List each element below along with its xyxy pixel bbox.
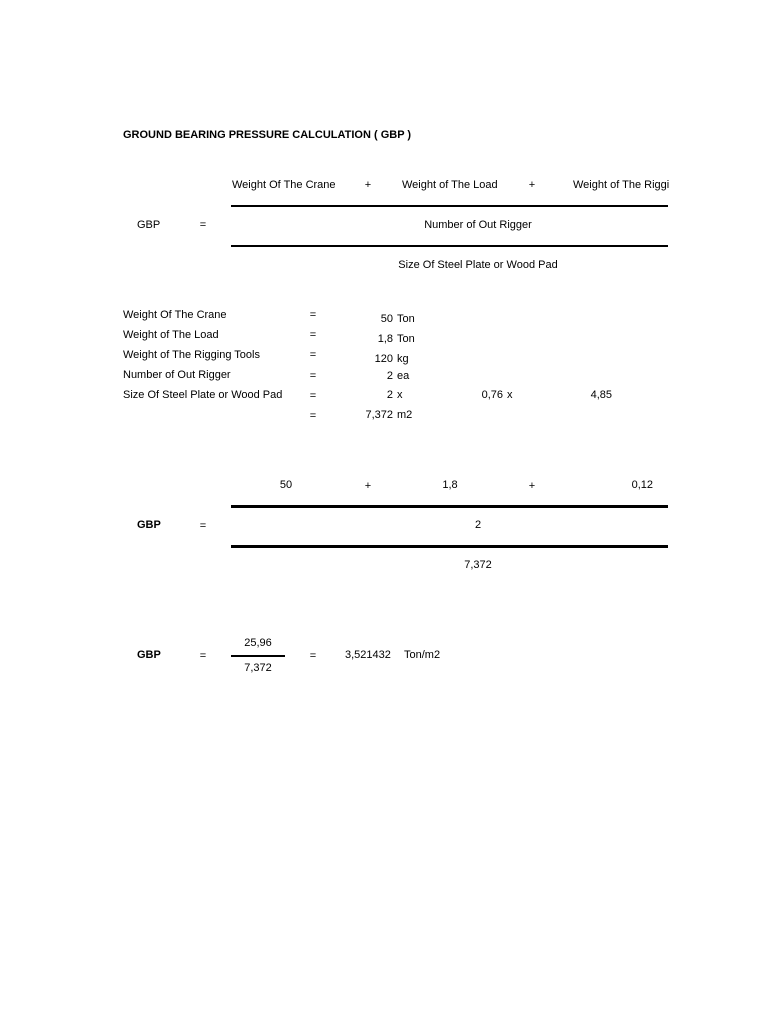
- input-label-crane: Weight Of The Crane: [123, 309, 227, 321]
- result-lhs-gbp: GBP: [137, 649, 161, 661]
- substituted-rigging-weight: 0,12: [631, 479, 653, 491]
- result-value: 3,521432: [345, 649, 391, 661]
- input-value-area: 7,372: [365, 409, 393, 421]
- input-unit-crane: Ton: [397, 313, 415, 325]
- input-value-rigging: 120: [374, 353, 393, 365]
- input-unit-load: Ton: [397, 333, 415, 345]
- formula-term-crane: Weight Of The Crane: [232, 179, 336, 191]
- result-unit: Ton/m2: [404, 649, 441, 661]
- formula-lhs-gbp: GBP: [137, 219, 161, 231]
- input-unit-rigging: kg: [397, 353, 409, 365]
- formula-term-pad-size: Size Of Steel Plate or Wood Pad: [398, 259, 558, 271]
- input-value-load: 1,8: [377, 333, 393, 345]
- plus-sign: +: [528, 480, 536, 492]
- equals-sign: =: [309, 410, 317, 422]
- substituted-outriggers: 2: [474, 519, 482, 531]
- input-value-crane: 50: [380, 313, 393, 325]
- page-title: GROUND BEARING PRESSURE CALCULATION ( GBP ): [123, 129, 412, 141]
- fraction-line: [231, 655, 285, 657]
- substituted-crane-weight: 50: [279, 479, 293, 491]
- formula-term-rigging: [573, 179, 670, 193]
- substitution-lhs-gbp: GBP: [137, 519, 161, 531]
- substituted-area: 7,372: [464, 559, 492, 571]
- formula-plus-sign: +: [528, 179, 536, 191]
- equals-sign: =: [309, 390, 317, 402]
- fraction-line-upper: [231, 505, 668, 508]
- result-numerator: 25,96: [244, 637, 272, 649]
- equals-sign: =: [309, 650, 317, 662]
- equals-sign: =: [309, 349, 317, 361]
- formula-term-rigging-text: Weight of The Riggi: [573, 179, 670, 191]
- formula-plus-sign: +: [364, 179, 372, 191]
- input-value-pad-count: 2: [386, 389, 393, 401]
- input-unit-outriggers: ea: [397, 370, 410, 382]
- equals-sign: =: [199, 520, 207, 532]
- input-value-pad-length: 4,85: [590, 389, 612, 401]
- formula-equals-sign: =: [199, 219, 207, 231]
- result-denominator: 7,372: [244, 662, 272, 674]
- plus-sign: +: [364, 480, 372, 492]
- multiply-sign: x: [507, 389, 513, 401]
- formula-term-outriggers: Number of Out Rigger: [424, 219, 532, 231]
- fraction-line-lower: [231, 245, 668, 247]
- input-value-outriggers: 2: [386, 370, 393, 382]
- fraction-line-lower: [231, 545, 668, 548]
- input-value-pad-width: 0,76: [481, 389, 503, 401]
- equals-sign: =: [309, 329, 317, 341]
- multiply-sign: x: [397, 389, 403, 401]
- input-label-outriggers: Number of Out Rigger: [123, 369, 231, 381]
- input-label-pad-size: Size Of Steel Plate or Wood Pad: [123, 389, 283, 401]
- input-label-load: Weight of The Load: [123, 329, 219, 341]
- fraction-line-upper: [231, 205, 668, 207]
- substituted-load-weight: 1,8: [442, 479, 458, 491]
- equals-sign: =: [309, 309, 317, 321]
- input-unit-area: m2: [397, 409, 413, 421]
- formula-term-load: Weight of The Load: [402, 179, 498, 191]
- equals-sign: =: [309, 370, 317, 382]
- equals-sign: =: [199, 650, 207, 662]
- input-label-rigging: Weight of The Rigging Tools: [123, 349, 260, 361]
